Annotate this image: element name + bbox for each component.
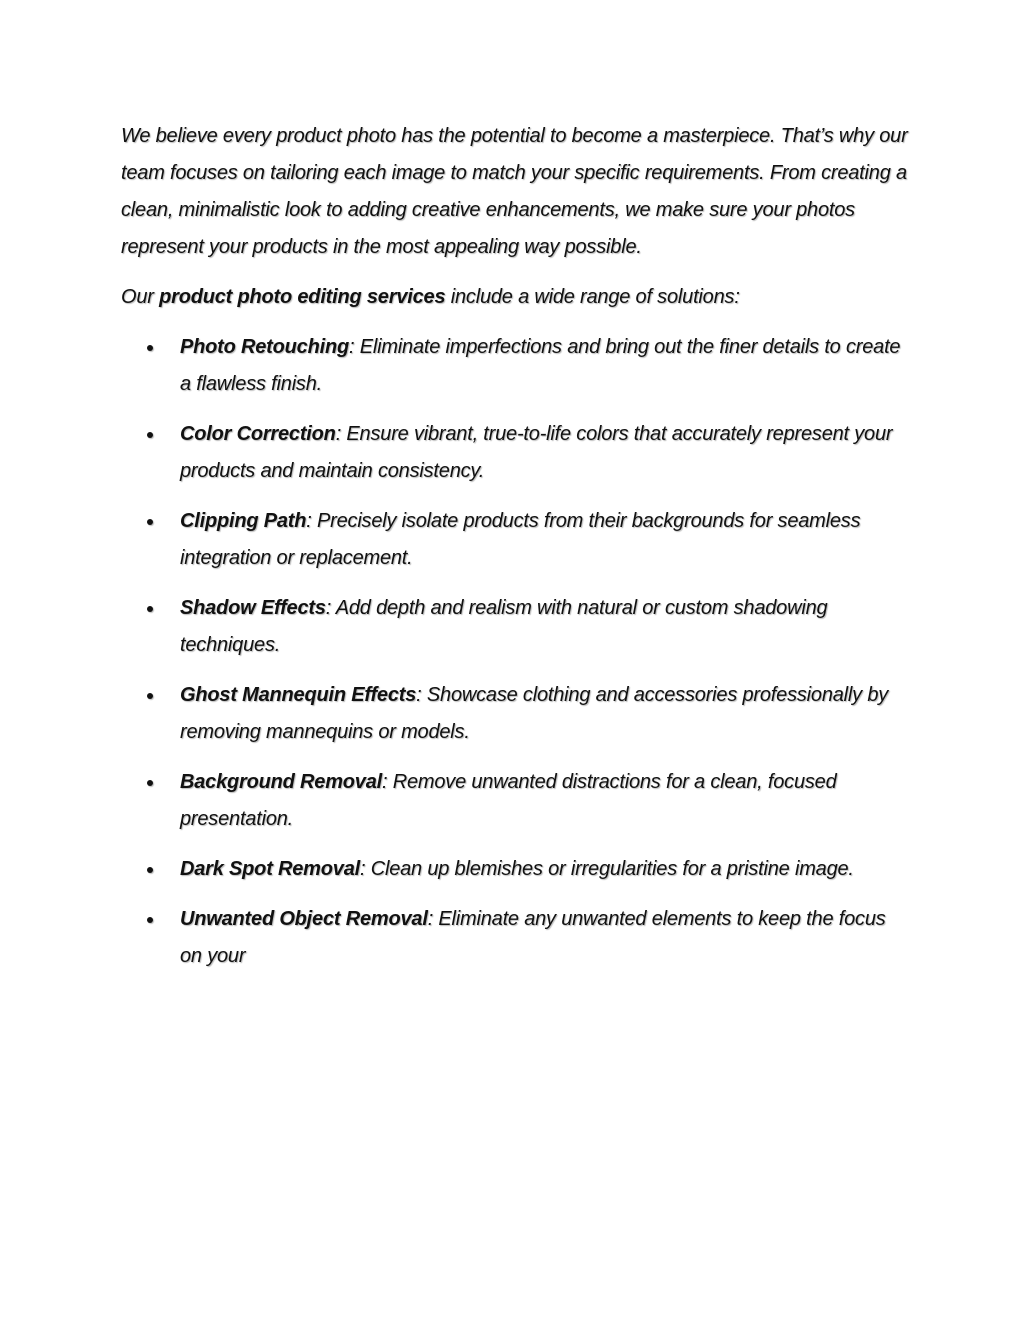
service-description: : Ensure vibrant, true-to-life colors that accurately represent your products and maintain consistency.: [180, 423, 893, 482]
bullet-icon: [147, 606, 153, 612]
lead-bold-phrase: product photo editing services: [159, 286, 446, 308]
lead-suffix: include a wide range of solutions:: [445, 286, 740, 308]
bullet-icon: [147, 345, 153, 351]
intro-paragraph: We believe every product photo has the potential to become a masterpiece. That’s why our team focuses on tailoring each image to match your specific requirements. From creating a clean, minimalistic look to adding creative enhancements, we make sure your photos represent your products in the most appealing way possible.: [121, 125, 908, 258]
service-description: : Remove unwanted distractions for a clean, focused presentation.: [180, 771, 837, 830]
service-term: Dark Spot Removal: [180, 858, 360, 880]
bullet-icon: [147, 917, 153, 923]
list-item: [121, 329, 911, 403]
list-item: [121, 590, 911, 664]
service-description: : Clean up blemishes or irregularities for a pristine image.: [360, 858, 854, 880]
service-description: : Showcase clothing and accessories professionally by removing mannequins or models.: [180, 684, 889, 743]
service-term: Color Correction: [180, 423, 336, 445]
service-term: Background Removal: [180, 771, 383, 793]
list-item: [121, 851, 911, 888]
service-term: Unwanted Object Removal: [180, 908, 428, 930]
service-description: : Add depth and realism with natural or custom shadowing techniques.: [180, 597, 828, 656]
service-term: Ghost Mannequin Effects: [180, 684, 417, 706]
service-term: Shadow Effects: [180, 597, 326, 619]
bullet-icon: [147, 780, 153, 786]
document-body: [121, 118, 911, 988]
bullet-icon: [147, 519, 153, 525]
service-description: : Eliminate imperfections and bring out the finer details to create a flawless finish.: [180, 336, 901, 395]
list-item: [121, 764, 911, 838]
list-item: [121, 503, 911, 577]
service-term: Photo Retouching: [180, 336, 349, 358]
bullet-icon: [147, 432, 153, 438]
list-item: [121, 677, 911, 751]
bullet-icon: [147, 693, 153, 699]
bullet-icon: [147, 867, 153, 873]
service-description: : Precisely isolate products from their backgrounds for seamless integration or replacement.: [180, 510, 861, 569]
services-lead-paragraph: [121, 279, 911, 316]
list-item: [121, 416, 911, 490]
services-list: [121, 329, 911, 975]
service-description: : Eliminate any unwanted elements to keep the focus on your: [180, 908, 886, 967]
lead-prefix: Our: [121, 286, 160, 308]
list-item: [121, 901, 911, 975]
service-term: Clipping Path: [180, 510, 307, 532]
